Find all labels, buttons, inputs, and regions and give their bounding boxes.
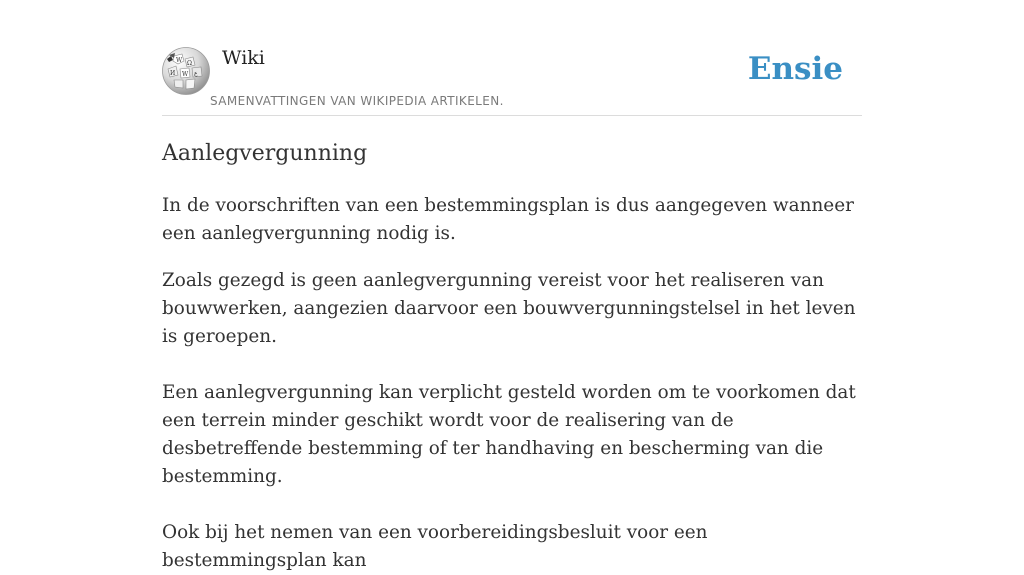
site-header xyxy=(162,0,862,116)
site-tagline: SAMENVATTINGEN VAN WIKIPEDIA ARTIKELEN. xyxy=(210,94,504,108)
article-title: Aanlegvergunning xyxy=(162,141,368,166)
svg-text:ع: ع xyxy=(194,70,198,77)
article-paragraph: Zoals gezegd is geen aanlegvergunning vereist voor het realiseren van bouwwerken, aangezien daarvoor een bouwvergunningstelsel in het leven is geroepen. xyxy=(162,270,856,347)
article-body xyxy=(162,192,862,575)
svg-text:W: W xyxy=(182,71,189,78)
wikipedia-globe-icon[interactable] xyxy=(162,47,210,95)
article-paragraph: Een aanlegvergunning kan verplicht gesteld worden om te voorkomen dat een terrein minder geschikt wordt voor de realisering van de desbetreffende bestemming of ter handhaving en bescherming van die bestemming. xyxy=(162,382,856,487)
svg-text:Ω: Ω xyxy=(187,60,192,67)
content-container xyxy=(162,0,862,571)
svg-text:И: И xyxy=(170,70,176,77)
article-paragraph: Ook bij het nemen van een voorbereidingsbesluit voor een bestemmingsplan kan xyxy=(162,522,708,571)
svg-text:W: W xyxy=(176,57,183,64)
brand-logo-link[interactable]: Ensie xyxy=(747,51,843,87)
article-intro: In de voorschriften van een bestemmingsplan is dus aangegeven wanneer een aanlegvergunning nodig is. xyxy=(162,195,854,244)
site-name-link[interactable]: Wiki xyxy=(222,47,265,69)
